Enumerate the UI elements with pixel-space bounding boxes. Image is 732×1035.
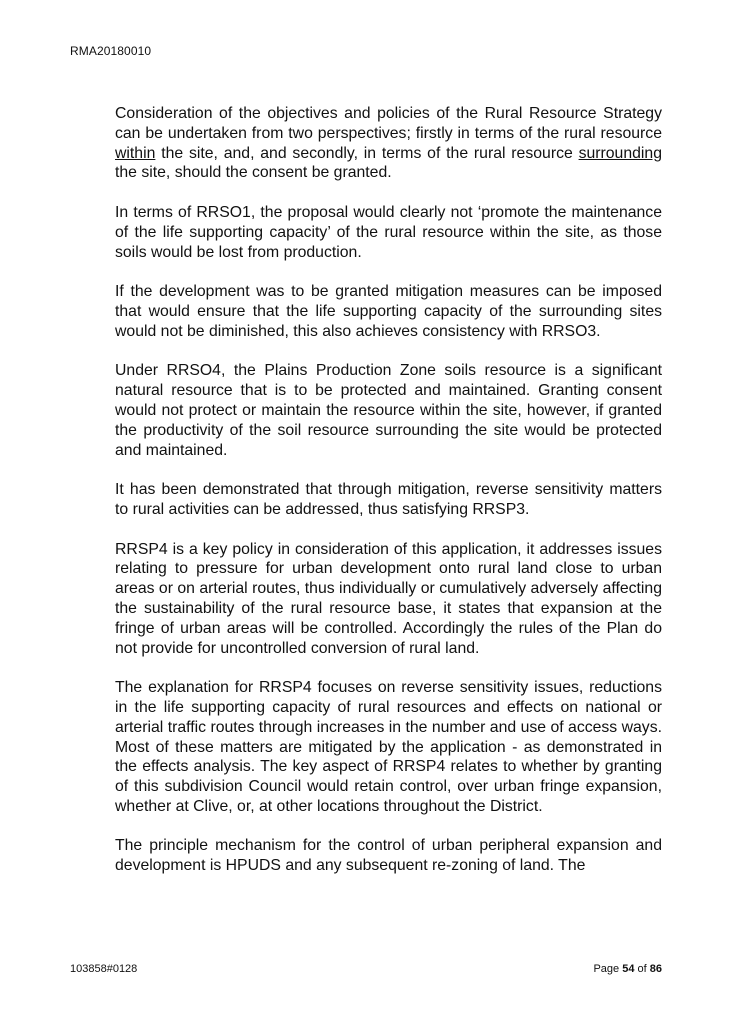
body-text xyxy=(115,104,662,876)
paragraph-4: Under RRSO4, the Plains Production Zone soils resource is a significant natural resource that is to be protected and maintained. Granting consent would not protect or maintain the resource within the site, however, if granted the productivity of the soil resource surrounding the site would be protected and maintained. xyxy=(115,362,662,459)
paragraph-5: It has been demonstrated that through mitigation, reverse sensitivity matters to rural activities can be addressed, thus satisfying RRSP3. xyxy=(115,481,662,518)
paragraph-8: The principle mechanism for the control of urban peripheral expansion and development is HPUDS and any subsequent re-zoning of land. The xyxy=(115,837,662,875)
paragraph-1-part-e: the site, should the consent be granted. xyxy=(115,164,392,182)
page-total: 86 xyxy=(649,963,662,975)
underlined-surrounding: surrounding xyxy=(578,144,662,162)
paragraph-1-part-c: the site, and, and secondly, in terms of the rural resource xyxy=(155,144,579,162)
paragraph-2: In terms of RRSO1, the proposal would clearly not ‘promote the maintenance of the life supporting capacity’ of the rural resource within the site, as those soils would be lost from production. xyxy=(115,203,662,261)
paragraph-1 xyxy=(115,104,662,183)
header-reference: RMA20180010 xyxy=(70,44,152,58)
paragraph-3: If the development was to be granted mitigation measures can be imposed that would ensure that the life supporting capacity of the surrounding sites would not be diminished, this also achieves consistency with RRSO3. xyxy=(115,283,662,340)
paragraph-1-part-a: Consideration of the objectives and policies of the Rural Resource Strategy can be undertaken from two perspectives; firstly in terms of the rural resource xyxy=(115,105,662,142)
page-prefix: Page xyxy=(593,963,623,975)
page-of: of xyxy=(634,963,650,975)
underlined-within: within xyxy=(115,144,156,162)
page-current: 54 xyxy=(622,963,635,975)
paragraph-6: RRSP4 is a key policy in consideration of this application, it addresses issues relating to pressure for urban development onto rural land close to urban areas or on arterial routes, thus individually or cumulatively adversely affecting the sustainability of the rural resource base, it states that expansion at the fringe of urban areas will be controlled. Accordingly the rules of the Plan do not provide for uncontrolled conversion of rural land. xyxy=(115,540,662,657)
footer-doc-id: 103858#0128 xyxy=(70,963,138,975)
footer-page-number xyxy=(593,963,662,975)
paragraph-7: The explanation for RRSP4 focuses on reverse sensitivity issues, reductions in the life supporting capacity of rural resources and effects on national or arterial traffic routes through increases in the number and use of access ways. Most of these matters are mitigated by the application - as demonstrated in the effects analysis. The key aspect of RRSP4 relates to whether by granting of this subdivision Council would retain control, over urban fringe expansion, whether at Clive, or, at other locations throughout the District. xyxy=(115,679,662,815)
